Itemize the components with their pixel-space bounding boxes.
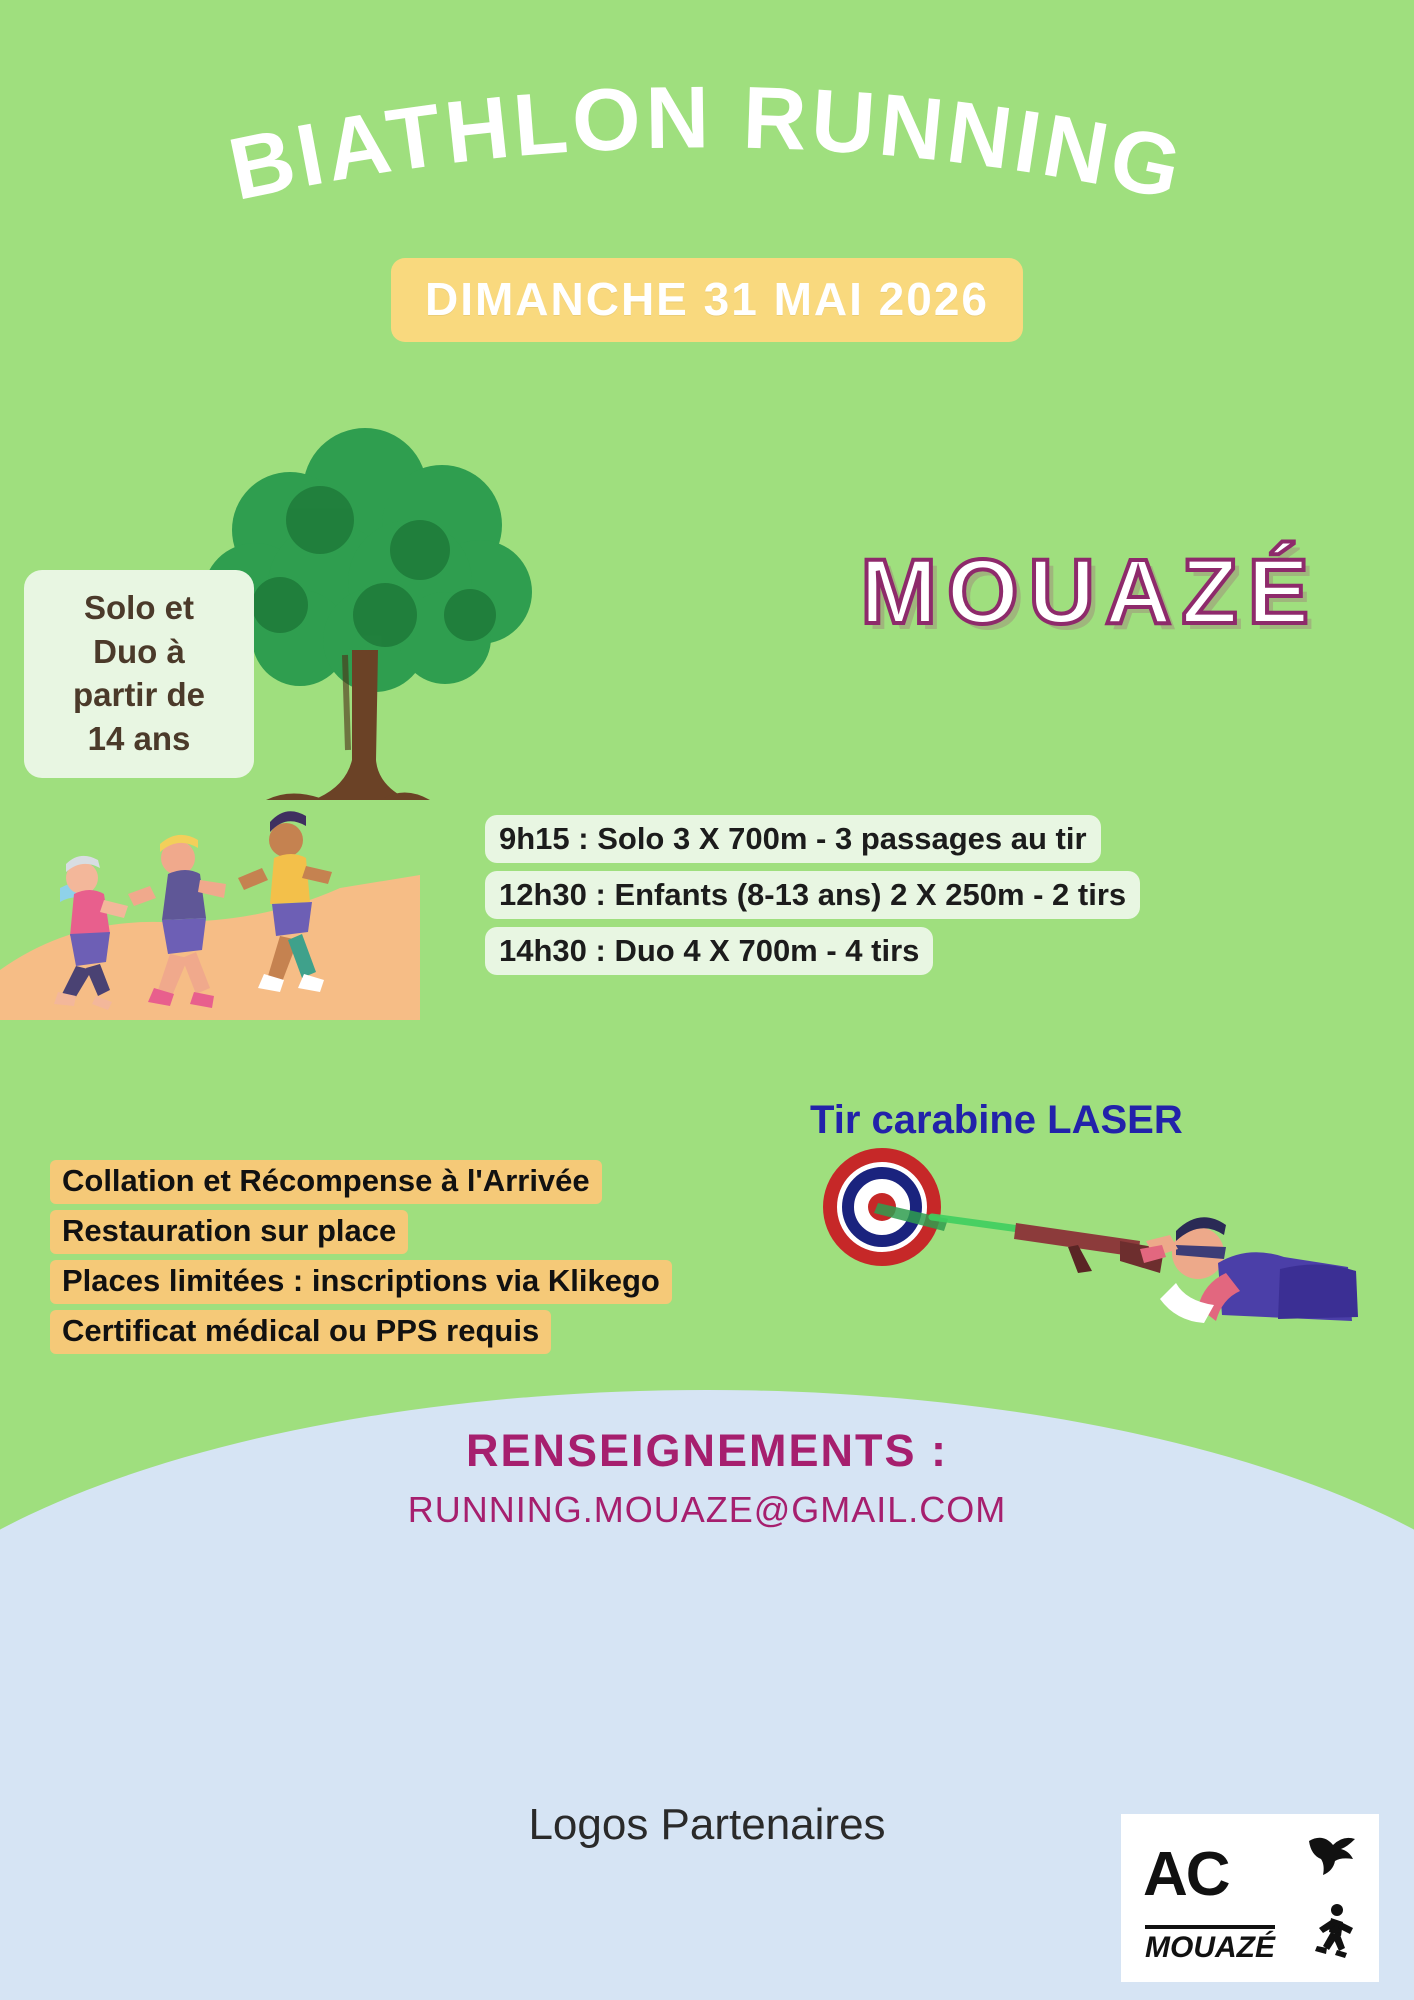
title-text — [221, 67, 1193, 219]
age-badge-line-4: 14 ans — [87, 719, 191, 757]
ac-mouaze-logo — [1121, 1814, 1379, 1982]
title-svg — [0, 30, 1414, 260]
schedule-line-3: 14h30 : Duo 4 X 700m - 4 tirs — [485, 927, 933, 975]
age-badge-line-2: Duo à — [93, 632, 185, 670]
title-textpath: BIATHLON RUNNING — [220, 67, 1194, 219]
age-badge-line-1: Solo et — [83, 589, 194, 626]
runners-illustration — [0, 770, 420, 1025]
schedule-block — [485, 815, 1365, 983]
age-badge-line-3: partir de — [72, 676, 206, 714]
ac-logo-text: AC — [1143, 1840, 1229, 1909]
laser-shooting-title: Tir carabine LASER — [810, 1098, 1183, 1142]
contact-block — [0, 1425, 1414, 1531]
contact-email[interactable]: RUNNING.MOUAZE@GMAIL.COM — [407, 1489, 1007, 1530]
bird-icon — [1305, 1831, 1359, 1882]
target-icon — [830, 1155, 948, 1259]
info-line-1: Collation et Récompense à l'Arrivée — [50, 1160, 602, 1204]
runner-icon — [1311, 1902, 1355, 1963]
contact-title: RENSEIGNEMENTS : — [465, 1425, 949, 1476]
date-banner: DIMANCHE 31 MAI 2026 — [391, 258, 1023, 342]
partners-label: Logos Partenaires — [528, 1800, 886, 1849]
city-title: MOUAZÉ — [860, 541, 1319, 643]
age-badge — [24, 570, 254, 778]
info-list — [50, 1160, 830, 1360]
schedule-line-2: 12h30 : Enfants (8-13 ans) 2 X 250m - 2 tirs — [485, 871, 1140, 919]
poster-title — [0, 30, 1414, 260]
shooter-illustration — [820, 1145, 1380, 1350]
info-line-3: Places limitées : inscriptions via Klikego — [50, 1260, 672, 1304]
info-line-4: Certificat médical ou PPS requis — [50, 1310, 551, 1354]
info-line-2: Restauration sur place — [50, 1210, 408, 1254]
schedule-line-1: 9h15 : Solo 3 X 700m - 3 passages au tir — [485, 815, 1101, 863]
ac-logo-subtext: MOUAZÉ — [1145, 1925, 1275, 1965]
